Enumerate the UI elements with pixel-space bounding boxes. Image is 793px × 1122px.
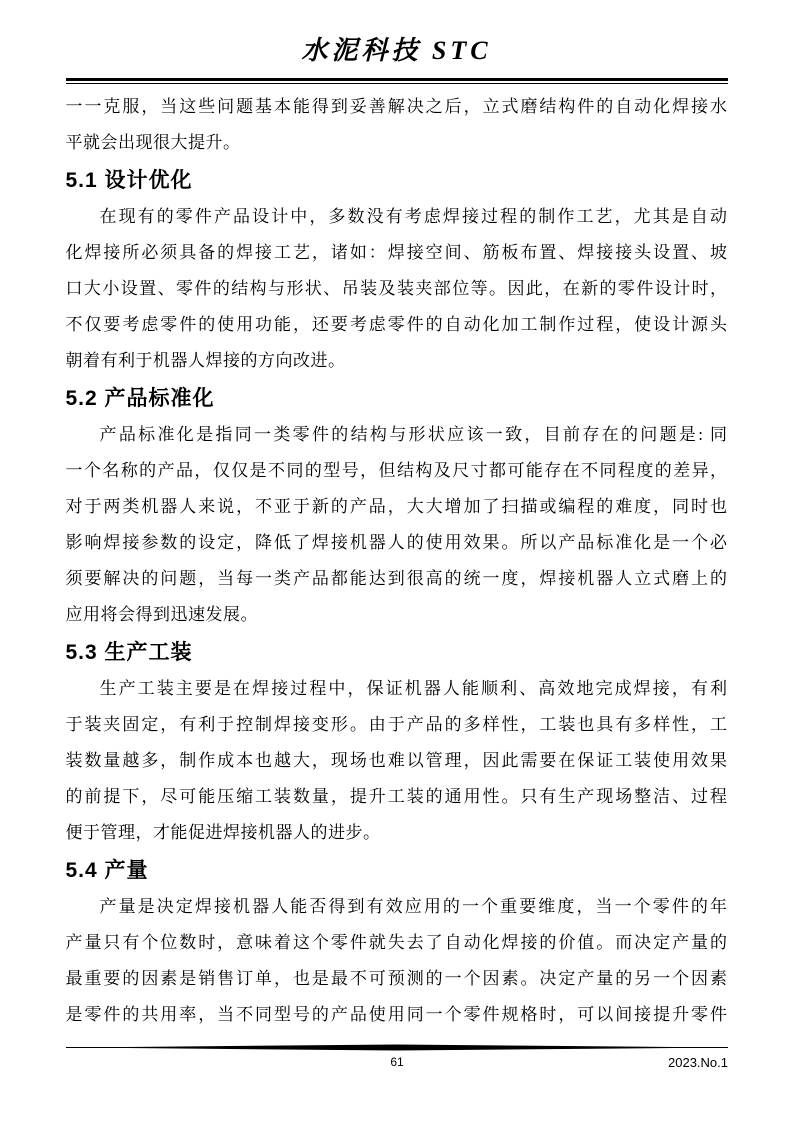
text-line: 在现有的零件产品设计中，多数没有考虑焊接过程的制作工艺，尤其是自动 xyxy=(99,207,728,226)
page-footer xyxy=(66,1044,728,1073)
footer-row xyxy=(66,1055,728,1073)
article-body xyxy=(66,89,728,1033)
header-rule xyxy=(66,78,728,84)
text-line: 平就会出现很大提升。 xyxy=(65,133,241,152)
section-paragraph xyxy=(66,199,728,379)
text-line: 装数量越多，制作成本也越大，现场也难以管理，因此需要在保证工装使用效果 xyxy=(65,751,728,770)
text-line: 一个名称的产品，仅仅是不同的型号，但结构及尺寸都可能存在不同程度的差异， xyxy=(65,461,728,480)
page-header xyxy=(0,0,793,84)
text-line: 便于管理，才能促进焊接机器人的进步。 xyxy=(65,823,381,842)
page-number: 61 xyxy=(390,1055,404,1069)
section-paragraph xyxy=(66,417,728,633)
section-output-volume xyxy=(66,856,728,1033)
section-paragraph xyxy=(66,671,728,851)
text-line: 口大小设置、零件的结构与形状、吊装及装夹部位等。因此，在新的零件设计时， xyxy=(65,279,728,298)
text-line: 对于两类机器人来说，不亚于新的产品，大大增加了扫描或编程的难度，同时也 xyxy=(65,497,728,516)
text-line: 产量是决定焊接机器人能否得到有效应用的一个重要维度，当一个零件的年 xyxy=(99,897,728,916)
text-line: 影响焊接参数的设定，降低了焊接机器人的使用效果。所以产品标准化是一个必 xyxy=(65,533,728,552)
text-line: 产量只有个位数时，意味着这个零件就失去了自动化焊接的价值。而决定产量的 xyxy=(65,933,728,952)
section-heading-5-4: 5.4 产量 xyxy=(65,859,149,882)
section-paragraph xyxy=(66,889,728,1033)
journal-title: 水泥科技 STC xyxy=(301,36,492,65)
text-line: 于装夹固定，有利于控制焊接变形。由于产品的多样性，工装也具有多样性，工 xyxy=(65,715,728,734)
section-product-standardization xyxy=(66,384,728,633)
text-line: 化焊接所必须具备的焊接工艺，诸如：焊接空间、筋板布置、焊接接头设置、坡 xyxy=(65,243,728,262)
section-production-tooling xyxy=(66,638,728,851)
section-heading-5-2: 5.2 产品标准化 xyxy=(65,387,215,410)
text-line: 朝着有利于机器人焊接的方向改进。 xyxy=(65,351,346,370)
section-design-optimization xyxy=(66,166,728,379)
text-line: 产品标准化是指同一类零件的结构与形状应该一致，目前存在的问题是: 同 xyxy=(99,425,728,444)
text-line: 须要解决的问题，当每一类产品都能达到很高的统一度，焊接机器人立式磨上的 xyxy=(65,569,728,588)
issue-label: 2023.No.1 xyxy=(668,1055,728,1070)
text-line: 最重要的因素是销售订单，也是最不可预测的一个因素。决定产量的另一个因素 xyxy=(65,969,728,988)
text-line: 是零件的共用率，当不同型号的产品使用同一个零件规格时，可以间接提升零件 xyxy=(65,1005,728,1024)
text-line: 不仅要考虑零件的使用功能，还要考虑零件的自动化加工制作过程，使设计源头 xyxy=(65,315,728,334)
text-line: 的前提下，尽可能压缩工装数量，提升工装的通用性。只有生产现场整洁、过程 xyxy=(65,787,728,806)
intro-paragraph xyxy=(66,89,728,161)
text-line: 应用将会得到迅速发展。 xyxy=(65,605,258,624)
section-heading-5-3: 5.3 生产工装 xyxy=(65,641,193,664)
text-line: 生产工装主要是在焊接过程中，保证机器人能顺利、高效地完成焊接，有利 xyxy=(99,679,728,698)
text-line: 一一克服，当这些问题基本能得到妥善解决之后，立式磨结构件的自动化焊接水 xyxy=(65,97,728,116)
footer-rule xyxy=(66,1044,728,1052)
section-heading-5-1: 5.1 设计优化 xyxy=(65,169,193,192)
